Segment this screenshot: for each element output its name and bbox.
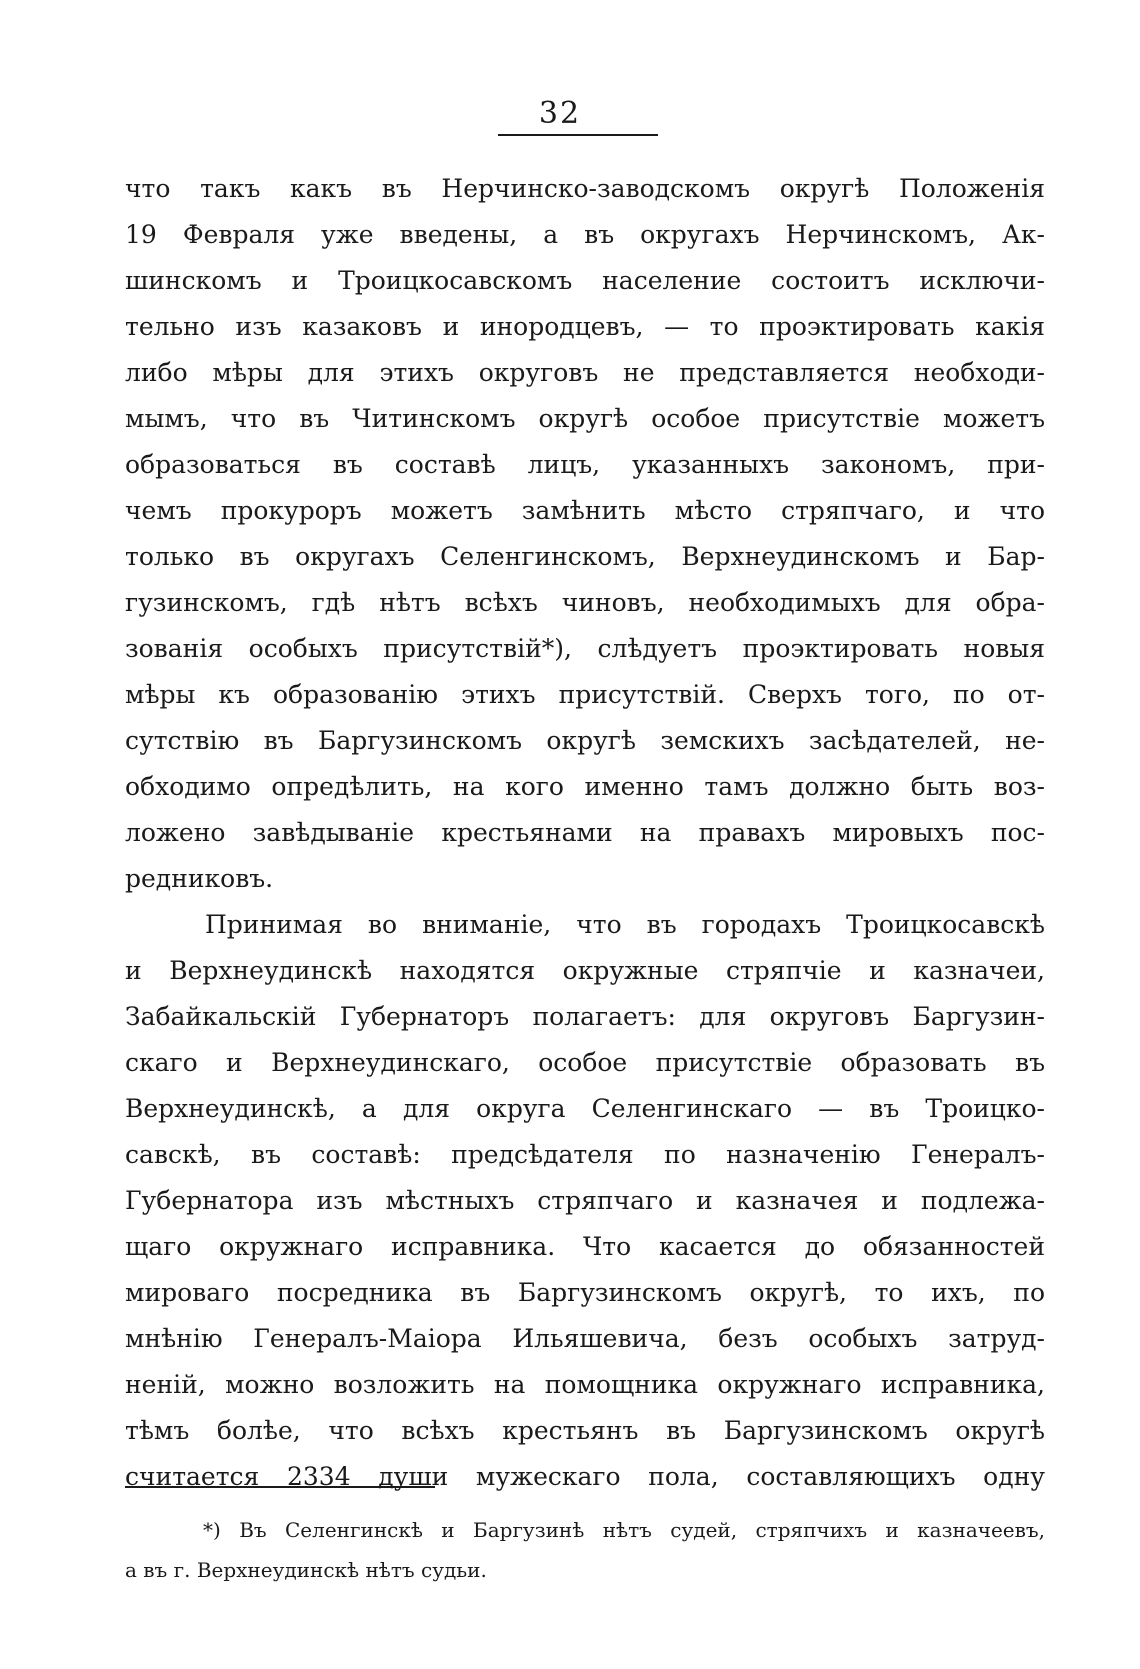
text-line: тельно изъ казаковъ и инородцевъ, — то проэктировать какія <box>125 312 1045 341</box>
page-number: 32 <box>538 96 582 131</box>
text-line: считается 2334 души мужескаго пола, составляющихъ одну <box>125 1462 1045 1491</box>
text-line: Забайкальскій Губернаторъ полагаетъ: для округовъ Баргузин- <box>125 1002 1045 1031</box>
text-line: образоваться въ составѣ лицъ, указанныхъ закономъ, при- <box>125 450 1045 479</box>
text-line: только въ округахъ Селенгинскомъ, Верхнеудинскомъ и Бар- <box>125 542 1045 571</box>
text-line: мымъ, что въ Читинскомъ округѣ особое присутствіе можетъ <box>125 404 1045 433</box>
text-line: ложено завѣдываніе крестьянами на правахъ мировыхъ пос- <box>125 818 1045 847</box>
text-line: тѣмъ болѣе, что всѣхъ крестьянъ въ Баргузинскомъ округѣ <box>125 1416 1045 1445</box>
text-line: щаго окружнаго исправника. Что касается до обязанностей <box>125 1232 1045 1261</box>
text-line: скаго и Верхнеудинскаго, особое присутствіе образовать въ <box>125 1048 1045 1077</box>
text-line: мнѣнію Генералъ-Маіора Ильяшевича, безъ особыхъ затруд- <box>125 1324 1045 1353</box>
footnote-line: а въ г. Верхнеудинскѣ нѣтъ судьи. <box>125 1558 487 1582</box>
text-line: савскѣ, въ составѣ: предсѣдателя по назначенію Генералъ- <box>125 1140 1045 1169</box>
footnote-rule <box>125 1486 435 1488</box>
text-line: обходимо опредѣлить, на кого именно тамъ должно быть воз- <box>125 772 1045 801</box>
text-line: либо мѣры для этихъ округовъ не представляется необходи- <box>125 358 1045 387</box>
text-line: сутствію въ Баргузинскомъ округѣ земскихъ засѣдателей, не- <box>125 726 1045 755</box>
footnote-line: *) Въ Селенгинскѣ и Баргузинѣ нѣтъ судей, стряпчихъ и казначеевъ, <box>203 1518 1045 1542</box>
text-line: и Верхнеудинскѣ находятся окружные стряпчіе и казначеи, <box>125 956 1045 985</box>
text-line: мѣры къ образованію этихъ присутствій. Сверхъ того, по от- <box>125 680 1045 709</box>
paragraph-start-line: Принимая во вниманіе, что въ городахъ Троицкосавскѣ <box>205 910 1045 939</box>
text-line: гузинскомъ, гдѣ нѣтъ всѣхъ чиновъ, необходимыхъ для обра- <box>125 588 1045 617</box>
page-number-rule <box>498 134 658 136</box>
text-line: чемъ прокуроръ можетъ замѣнить мѣсто стряпчаго, и что <box>125 496 1045 525</box>
text-line: Верхнеудинскѣ, а для округа Селенгинскаго — въ Троицко- <box>125 1094 1045 1123</box>
text-line: мироваго посредника въ Баргузинскомъ округѣ, то ихъ, по <box>125 1278 1045 1307</box>
footnote <box>125 1510 1045 1590</box>
text-line: неній, можно возложить на помощника окружнаго исправника, <box>125 1370 1045 1399</box>
text-line: 19 Февраля уже введены, а въ округахъ Нерчинскомъ, Ак- <box>125 220 1045 249</box>
text-line: зованія особыхъ присутствій*), слѣдуетъ проэктировать новыя <box>125 634 1045 663</box>
text-line: Губернатора изъ мѣстныхъ стряпчаго и казначея и подлежа- <box>125 1186 1045 1215</box>
text-line: что такъ какъ въ Нерчинско-заводскомъ округѣ Положенія <box>125 174 1045 203</box>
text-line: редниковъ. <box>125 864 274 893</box>
main-text <box>125 166 1045 1500</box>
text-line: шинскомъ и Троицкосавскомъ население состоитъ исключи- <box>125 266 1045 295</box>
